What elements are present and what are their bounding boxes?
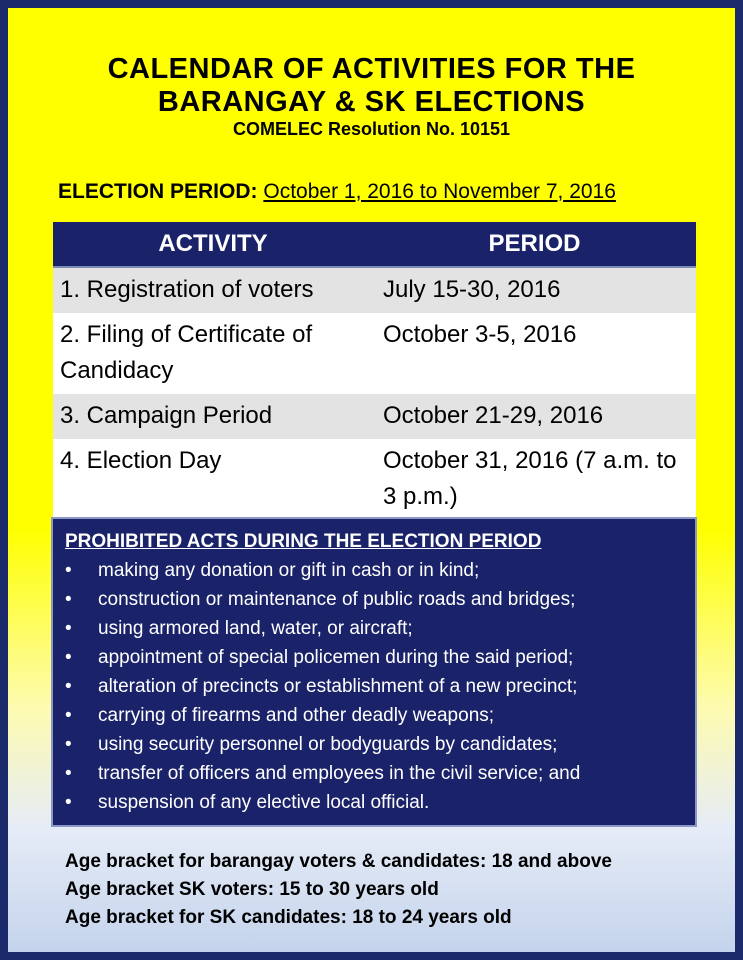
table-header bbox=[53, 222, 696, 268]
list-item-text: construction or maintenance of public roads and bridges; bbox=[98, 589, 576, 610]
list-item bbox=[65, 585, 695, 614]
period-cell: October 31, 2016 (7 a.m. to 3 p.m.) bbox=[383, 447, 677, 510]
table-row bbox=[53, 394, 696, 439]
list-item-text: using armored land, water, or aircraft; bbox=[98, 618, 413, 639]
list-item bbox=[65, 672, 695, 701]
prohibited-list bbox=[65, 556, 695, 817]
header-activity: ACTIVITY bbox=[158, 230, 268, 257]
election-period-value: October 1, 2016 to November 7, 2016 bbox=[263, 180, 616, 203]
period-cell: July 15-30, 2016 bbox=[383, 276, 561, 303]
list-item-text: making any donation or gift in cash or in kind; bbox=[98, 560, 480, 581]
list-item-text: suspension of any elective local official. bbox=[98, 792, 430, 813]
age-bracket-barangay: Age bracket for barangay voters & candidates: 18 and above bbox=[65, 851, 612, 872]
list-item-text: alteration of precincts or establishment of a new precinct; bbox=[98, 676, 578, 697]
list-item bbox=[65, 614, 695, 643]
list-item-text: transfer of officers and employees in the civil service; and bbox=[98, 763, 581, 784]
activity-cell: 1. Registration of voters bbox=[60, 276, 314, 303]
resolution-number: COMELEC Resolution No. 10151 bbox=[232, 119, 511, 139]
list-item bbox=[65, 730, 695, 759]
activity-cell: 4. Election Day bbox=[60, 447, 222, 474]
bullet-icon: • bbox=[65, 763, 72, 784]
age-bracket-sk-candidates: Age bracket for SK candidates: 18 to 24 years old bbox=[65, 907, 512, 928]
list-item bbox=[65, 643, 695, 672]
activity-cell: 2. Filing of Certificate of Candidacy bbox=[60, 321, 313, 384]
bullet-icon: • bbox=[65, 560, 72, 581]
title-line-1: CALENDAR OF ACTIVITIES FOR THE bbox=[107, 53, 636, 85]
prohibited-heading: PROHIBITED ACTS DURING THE ELECTION PERIOD bbox=[65, 531, 542, 552]
poster bbox=[8, 8, 735, 952]
list-item-text: appointment of special policemen during the said period; bbox=[98, 647, 574, 668]
activity-cell: 3. Campaign Period bbox=[60, 402, 273, 429]
table-row bbox=[53, 313, 696, 394]
list-item-text: carrying of firearms and other deadly weapons; bbox=[98, 705, 495, 726]
bullet-icon: • bbox=[65, 618, 72, 639]
bullet-icon: • bbox=[65, 647, 72, 668]
period-cell: October 3-5, 2016 bbox=[383, 321, 577, 348]
period-cell: October 21-29, 2016 bbox=[383, 402, 604, 429]
header-period: PERIOD bbox=[488, 230, 581, 257]
activity-table bbox=[53, 222, 696, 520]
prohibited-acts-box bbox=[51, 517, 697, 827]
table-row bbox=[53, 268, 696, 313]
table-row bbox=[53, 439, 696, 520]
age-bracket-sk-voters: Age bracket SK voters: 15 to 30 years old bbox=[65, 879, 439, 900]
list-item bbox=[65, 759, 695, 788]
election-period bbox=[58, 180, 616, 204]
bullet-icon: • bbox=[65, 734, 72, 755]
bullet-icon: • bbox=[65, 589, 72, 610]
list-item bbox=[65, 701, 695, 730]
age-brackets bbox=[65, 848, 612, 932]
bullet-icon: • bbox=[65, 676, 72, 697]
list-item bbox=[65, 788, 695, 817]
list-item-text: using security personnel or bodyguards by candidates; bbox=[98, 734, 558, 755]
list-item bbox=[65, 556, 695, 585]
title-line-2: BARANGAY & SK ELECTIONS bbox=[157, 86, 586, 118]
bullet-icon: • bbox=[65, 792, 72, 813]
election-period-label: ELECTION PERIOD: bbox=[58, 180, 258, 203]
bullet-icon: • bbox=[65, 705, 72, 726]
